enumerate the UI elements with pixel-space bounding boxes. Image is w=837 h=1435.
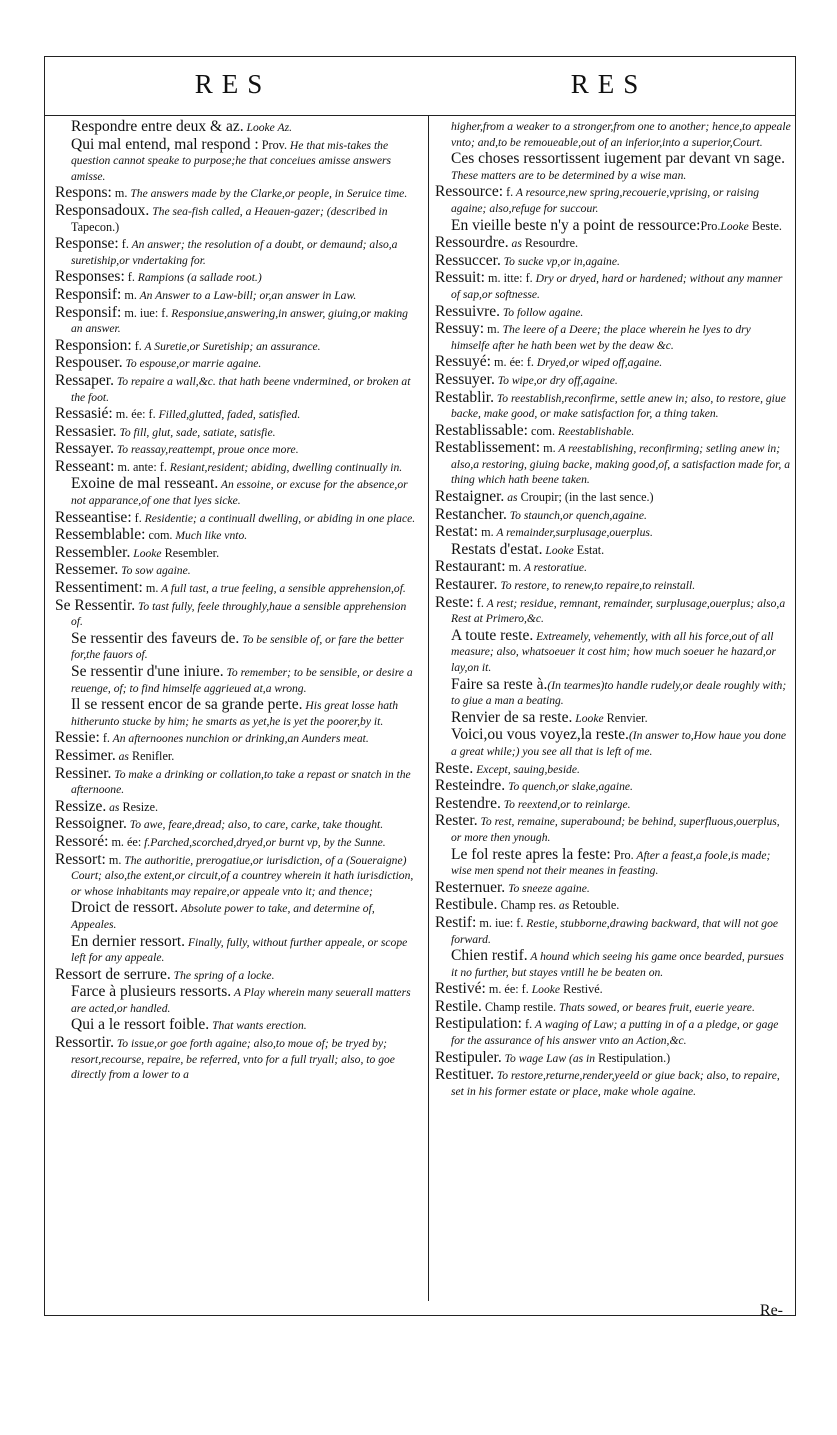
headword: Restivé: bbox=[435, 980, 486, 998]
dictionary-entry bbox=[435, 372, 791, 389]
definition: To restore,returne,render,yeeld or giue back; also, to repaire, set in his former estate or place, make whole againe. bbox=[451, 1069, 780, 1098]
dictionary-entry bbox=[435, 1016, 791, 1048]
dictionary-entry bbox=[55, 305, 421, 337]
headword: A toute reste. bbox=[451, 626, 534, 644]
headword: Ressuy: bbox=[435, 320, 485, 338]
dictionary-entry bbox=[435, 796, 791, 813]
definition: An afternoones nunchion or drinking,an Aunders meat. bbox=[109, 732, 369, 746]
headword: Ressource: bbox=[435, 183, 504, 201]
dictionary-entry bbox=[435, 628, 791, 676]
dictionary-entry bbox=[435, 542, 791, 559]
headword: Resternuer. bbox=[435, 878, 506, 896]
grammar-note: Champ res. bbox=[497, 898, 556, 913]
headword: Respons: bbox=[55, 184, 112, 202]
definition: Finally, fully, without further appeale, or scope left for any appeale. bbox=[71, 935, 408, 965]
running-head-right: RES bbox=[570, 69, 648, 99]
dictionary-entry bbox=[435, 218, 791, 235]
definition: Absolute power to take, and determine of, Appeales. bbox=[71, 902, 375, 931]
definition: A waging of Law; a putting in of a a pledge, or gage for the assurance of his answer vnto an Action,&c. bbox=[451, 1018, 779, 1048]
definition: These matters are to be determined by a wise man. bbox=[451, 168, 687, 182]
definition: That wants erection. bbox=[209, 1019, 307, 1033]
headword: Restaurant: bbox=[435, 558, 506, 576]
headword: Ressuyer. bbox=[435, 370, 495, 388]
headword: Farce à plusieurs ressorts. bbox=[71, 983, 232, 1001]
definition: To reestablish,reconfirme, settle anew in; also, to restore, giue backe, make good, or make satisfaction for, a thing taken. bbox=[451, 391, 786, 421]
definition: (In answer to,How haue you done a great while;) you see all that is left of me. bbox=[451, 729, 787, 758]
definition: Looke bbox=[720, 219, 749, 233]
definition: To wipe,or dry off,againe. bbox=[494, 373, 618, 387]
dictionary-page bbox=[44, 56, 796, 1319]
dictionary-entry bbox=[435, 981, 791, 998]
headword: Restibule. bbox=[435, 896, 498, 914]
definition: f.Parched,scorched,dryed,or burnt vp, by the Sunne. bbox=[141, 835, 386, 849]
dictionary-entry bbox=[435, 184, 791, 216]
dictionary-entry bbox=[435, 595, 791, 627]
definition: A restoratiue. bbox=[521, 561, 587, 575]
grammar-note: f. bbox=[124, 270, 135, 285]
headword: Ressuit: bbox=[435, 269, 485, 287]
grammar-note: f. bbox=[118, 237, 129, 252]
definition: Looke bbox=[542, 543, 574, 557]
grammar-note: m. iue: f. bbox=[476, 915, 524, 930]
definition: An answer; the resolution of a doubt, or demaund; also,a suretiship,or vndertaking for. bbox=[71, 238, 398, 267]
headword: Restipuler. bbox=[435, 1048, 502, 1066]
dictionary-entry bbox=[435, 235, 791, 252]
definition: The authoritie, prerogatiue,or iurisdiction, of a (Soueraigne) Court; also,the extent,or circuit,of a countrey wherein it hath iurisdiction, or whose inhabitants may repaire,or appeale vnto it; and thence; bbox=[71, 853, 414, 898]
dictionary-entry bbox=[55, 287, 421, 304]
definition: The leere of a Deere; the place wherein he lyes to dry himselfe after he hath been wet by the deaw &c. bbox=[451, 323, 751, 352]
grammar-note: f. bbox=[521, 1017, 533, 1032]
grammar-note: Estat. bbox=[573, 542, 605, 557]
headword: Respouser. bbox=[55, 354, 123, 372]
headword: Respondre entre deux & az. bbox=[71, 118, 244, 135]
dictionary-entry bbox=[435, 710, 791, 727]
headword: Ressort de serrure. bbox=[55, 965, 171, 983]
grammar-note: Renifler. bbox=[128, 748, 175, 763]
headword: Reste. bbox=[435, 759, 474, 777]
grammar-note: Champ restile. bbox=[481, 999, 557, 1014]
grammar-note: m. ante: f. bbox=[114, 459, 167, 474]
grammar-note: f. bbox=[131, 338, 142, 353]
definition: To reassay,reattempt, proue once more. bbox=[113, 443, 299, 457]
dictionary-entry bbox=[435, 1050, 791, 1067]
definition: Restie, stubborne,drawing backward, that will not goe forward. bbox=[451, 916, 779, 946]
headword: Ressasier. bbox=[55, 422, 117, 440]
headword: Ressie: bbox=[55, 729, 100, 747]
definition: To make a drinking or collation,to take a repast or snatch in the afternoone. bbox=[71, 767, 411, 797]
grammar-note: Renvier. bbox=[603, 710, 648, 725]
headword: Ressemblable: bbox=[55, 526, 146, 544]
definition: as bbox=[106, 800, 120, 814]
dictionary-entry bbox=[435, 304, 791, 321]
headword: Ces choses ressortissent iugement par devant vn sage. bbox=[451, 150, 786, 168]
grammar-note: m. ée: bbox=[108, 834, 142, 849]
dictionary-entry bbox=[435, 999, 791, 1016]
headword: Qui a le ressort foible. bbox=[71, 1016, 210, 1034]
headword: Qui mal entend, mal respond : bbox=[71, 135, 259, 153]
headword: Ressuccer. bbox=[435, 251, 501, 269]
grammar-note: Resize. bbox=[119, 799, 159, 814]
dictionary-entry bbox=[435, 1067, 791, 1099]
dictionary-entry bbox=[55, 766, 421, 798]
definition: To sneeze againe. bbox=[505, 881, 590, 895]
headword: Restipulation: bbox=[435, 1015, 522, 1033]
headword: Ressayer. bbox=[55, 440, 114, 458]
headword: Resseantise: bbox=[55, 508, 132, 526]
dictionary-entry bbox=[435, 354, 791, 371]
dictionary-entry bbox=[55, 185, 421, 202]
definition: A hound which seeing his game once bearded, pursues it no further, but stayes vntill he be beaten on. bbox=[451, 950, 784, 979]
definition: Dry or dryed, hard or hardened; without any manner of sap,or softnesse. bbox=[451, 272, 783, 301]
headword: Response: bbox=[55, 235, 119, 253]
headword: Resseant: bbox=[55, 457, 115, 475]
headword: Restats d'estat. bbox=[451, 540, 543, 558]
headword: Ressoigner. bbox=[55, 815, 127, 833]
headword: Reste: bbox=[435, 593, 474, 611]
dictionary-entry bbox=[55, 338, 421, 355]
headword: Voici,ou vous voyez,la reste. bbox=[451, 726, 629, 744]
definition: A resource,new spring,recouerie,vprising, or raising againe; also,refuge for succour. bbox=[451, 186, 760, 215]
definition: The spring of a locke. bbox=[170, 968, 275, 982]
definition: To tast fully, feele throughly,haue a sensible apprehension of. bbox=[71, 599, 407, 629]
dictionary-entry bbox=[55, 459, 421, 476]
definition: To remember; to be sensible, or desire a reuenge, of; to find himselfe aggrieued at,a wrong. bbox=[71, 666, 413, 695]
definition: higher,from a weaker to a stronger,from one to another; hence,to appeale vnto; and,to be remoueable,out of an inferior,into a superior,Court. bbox=[451, 120, 791, 149]
dictionary-entry bbox=[55, 934, 421, 966]
definition: A rest; residue, remnant, remainder, surplusage,ouerplus; also,a Rest at Primero,&c. bbox=[451, 596, 786, 626]
headword: Ressembler. bbox=[55, 543, 131, 561]
dictionary-entry bbox=[55, 476, 421, 508]
definition: A Play wherein many seuerall matters are acted,or handled. bbox=[71, 986, 411, 1015]
grammar-note: m. bbox=[505, 560, 522, 575]
right-column bbox=[435, 119, 791, 1100]
dictionary-entry bbox=[435, 727, 791, 759]
definition: An essoine, or excuse for the absence,or not apparance,of one that lyes sicke. bbox=[71, 478, 408, 508]
headword: Ressize. bbox=[55, 797, 107, 815]
dictionary-entry bbox=[435, 524, 791, 541]
headword: Responsadoux. bbox=[55, 201, 150, 219]
dictionary-entry bbox=[55, 510, 421, 527]
headword: Restablir. bbox=[435, 388, 494, 406]
definition: To be sensible of, or fare the better for,the fauors of. bbox=[71, 632, 404, 662]
grammar-note: Croupir; (in the last sence.) bbox=[517, 490, 654, 505]
running-head-left: RES bbox=[194, 69, 272, 99]
grammar-note: m. ée: f. bbox=[490, 355, 534, 370]
dictionary-entry bbox=[435, 321, 791, 353]
definition: A full tast, a true feeling, a sensible apprehension,of. bbox=[158, 582, 406, 596]
headword: Restancher. bbox=[435, 505, 507, 523]
definition: Much like vnto. bbox=[172, 529, 248, 543]
dictionary-entry bbox=[435, 915, 791, 947]
definition: Looke bbox=[130, 546, 162, 560]
definition: To sucke vp,or in,againe. bbox=[500, 254, 620, 268]
definition: Responsiue,answering,in answer, giuing,or making an answer. bbox=[71, 306, 408, 336]
dictionary-entry bbox=[435, 151, 791, 183]
definition: as bbox=[556, 899, 570, 913]
dictionary-entry bbox=[55, 799, 421, 816]
dictionary-entry bbox=[55, 816, 421, 833]
definition: The sea-fish called, a Heauen-gazer; (described in bbox=[149, 204, 388, 218]
dictionary-entry bbox=[55, 967, 421, 984]
headword: Restile. bbox=[435, 997, 482, 1015]
definition: The answers made by the Clarke,or people, in Seruice time. bbox=[127, 187, 408, 201]
dictionary-entry bbox=[435, 390, 791, 422]
definition: as bbox=[508, 237, 522, 251]
headword: Chien restif. bbox=[451, 947, 528, 965]
grammar-note: m. bbox=[121, 287, 137, 302]
dictionary-entry bbox=[55, 748, 421, 765]
grammar-note: m. bbox=[142, 581, 159, 596]
grammar-note: Pro. bbox=[610, 847, 634, 862]
definition: To issue,or goe forth againe; also,to moue of; be tryed by; resort,recourse, repaire, be referred, vnto for a full tryall; also, to goe directly from a lower to a bbox=[71, 1037, 395, 1082]
grammar-note: m. bbox=[540, 441, 556, 456]
definition: as bbox=[504, 491, 518, 505]
definition: To awe, feare,dread; also, to care, carke, take thought. bbox=[126, 818, 384, 832]
headword: Ressoré: bbox=[55, 832, 109, 850]
dictionary-entry bbox=[55, 1017, 421, 1034]
dictionary-entry bbox=[55, 598, 421, 630]
definition: To quench,or slake,againe. bbox=[505, 780, 633, 794]
headword: Ressiner. bbox=[55, 764, 112, 782]
grammar-note: m. bbox=[484, 322, 500, 337]
grammar-note: f. bbox=[99, 731, 110, 746]
definition: (In tearmes)to handle rudely,or deale roughly with; to giue a man a beating. bbox=[451, 678, 787, 708]
dictionary-entry bbox=[55, 137, 421, 185]
dictionary-entry bbox=[55, 984, 421, 1016]
headword: Resteindre. bbox=[435, 777, 506, 795]
dictionary-entry bbox=[435, 677, 791, 709]
headword: Restablissable: bbox=[435, 421, 528, 439]
dictionary-entry bbox=[55, 545, 421, 562]
definition: To espouse,or marrie againe. bbox=[122, 357, 262, 371]
grammar-note: Resourdre. bbox=[521, 236, 579, 251]
dictionary-entry bbox=[55, 562, 421, 579]
left-column bbox=[55, 119, 421, 1084]
headword: Droict de ressort. bbox=[71, 899, 179, 917]
headword: En vieille beste n'y a point de ressource: bbox=[451, 216, 701, 234]
dictionary-entry bbox=[435, 847, 791, 879]
dictionary-entry bbox=[435, 761, 791, 778]
grammar-note: m. itte: f. bbox=[484, 271, 533, 286]
definition: To reextend,or to reinlarge. bbox=[500, 797, 631, 811]
headword: Responses: bbox=[55, 268, 125, 286]
headword: Restablissement: bbox=[435, 439, 541, 457]
grammar-note: m. ée: f. bbox=[112, 407, 156, 422]
definition: His great losse hath hitherunto stucke by him; he smarts as yet,he is yet the poorer,by it. bbox=[71, 699, 399, 728]
dictionary-entry bbox=[55, 697, 421, 729]
headword: Renvier de sa reste. bbox=[451, 708, 573, 726]
definition: To staunch,or quench,againe. bbox=[506, 508, 647, 522]
headword: Ressuivre. bbox=[435, 302, 501, 320]
definition: After a feast,a foole,is made; wise men spend not their meanes in feasting. bbox=[451, 848, 771, 878]
headword: Rester. bbox=[435, 812, 478, 830]
definition: A reestablishing, reconfirming; setling anew in; also,a restoring, giuing backe, making good,of, a satisfaction made for, a thing which hath beene taken. bbox=[451, 442, 790, 487]
dictionary-entry bbox=[435, 507, 791, 524]
header-rule bbox=[45, 115, 795, 116]
definition: Extreamely, vehemently, with all his force,out of all measure; also, whatsoeuer it cost him; how much soeuer he hazard,or lay,on it. bbox=[451, 629, 777, 674]
definition: Filled,glutted, faded, satisfied. bbox=[155, 408, 301, 422]
grammar-note: Prov. bbox=[258, 137, 288, 152]
headword: Ressourdre. bbox=[435, 234, 509, 252]
grammar-note: f. bbox=[473, 595, 484, 610]
grammar-note: m. bbox=[105, 852, 122, 867]
headword: Responsion: bbox=[55, 336, 132, 354]
definition: Resiant,resident; abiding, dwelling continually in. bbox=[166, 460, 403, 474]
definition: He that mis-takes the question cannot speake to purpose;he that conceiues amisse answers amisse. bbox=[71, 138, 392, 183]
headword: Restif: bbox=[435, 913, 477, 931]
grammar-note: f. bbox=[131, 510, 142, 525]
definition: To fill, glut, sade, satiate, satisfie. bbox=[116, 425, 276, 439]
definition: Looke bbox=[572, 711, 604, 725]
grammar-note: m. bbox=[111, 186, 128, 201]
dictionary-entry bbox=[435, 778, 791, 795]
grammar-note: m. iue: f. bbox=[121, 305, 169, 320]
headword: Ressimer. bbox=[55, 746, 116, 764]
dictionary-entry bbox=[435, 119, 791, 150]
dictionary-entry bbox=[55, 424, 421, 441]
dictionary-entry bbox=[55, 406, 421, 423]
definition: Looke bbox=[528, 983, 561, 997]
dictionary-entry bbox=[55, 900, 421, 932]
dictionary-entry bbox=[55, 236, 421, 268]
definition: To wage Law (as in bbox=[501, 1051, 596, 1065]
headword: Le fol reste apres la feste: bbox=[451, 845, 611, 863]
headword: Ressemer. bbox=[55, 561, 119, 579]
dictionary-entry bbox=[55, 730, 421, 747]
headword: Restendre. bbox=[435, 794, 501, 812]
definition: An Answer to a Law-bill; or,an answer in Law. bbox=[136, 288, 357, 302]
dictionary-entry bbox=[55, 664, 421, 696]
headword: Se ressentir des faveurs de. bbox=[71, 629, 240, 647]
headword: Se ressentir d'une iniure. bbox=[71, 663, 224, 680]
headword: Restaurer. bbox=[435, 576, 498, 594]
grammar-note: m. bbox=[478, 525, 494, 540]
definition: A Suretie,or Suretiship; an assurance. bbox=[141, 339, 321, 353]
grammar-note: m. ée: f. bbox=[485, 982, 529, 997]
dictionary-entry bbox=[55, 631, 421, 663]
headword: Responsif: bbox=[55, 303, 122, 321]
headword: Il se ressent encor de sa grande perte. bbox=[71, 696, 303, 714]
headword: Ressortir. bbox=[55, 1034, 114, 1052]
dictionary-entry bbox=[435, 559, 791, 576]
dictionary-entry bbox=[435, 440, 791, 488]
dictionary-entry bbox=[55, 119, 421, 136]
definition: To sow againe. bbox=[118, 564, 191, 578]
dictionary-entry bbox=[55, 527, 421, 544]
dictionary-entry bbox=[435, 948, 791, 980]
headword: En dernier ressort. bbox=[71, 932, 186, 950]
grammar-note: Tapecon.) bbox=[71, 219, 120, 234]
grammar-note: Restivé. bbox=[560, 982, 603, 997]
grammar-note: Pro. bbox=[700, 218, 721, 233]
catchword: Re- bbox=[759, 1302, 783, 1319]
headword: Ressort: bbox=[55, 850, 106, 868]
dictionary-entry bbox=[435, 270, 791, 302]
grammar-note: Resembler. bbox=[161, 545, 220, 560]
definition: To restore, to renew,to repaire,to reinstall. bbox=[497, 579, 696, 593]
headword: Faire sa reste à. bbox=[451, 675, 548, 693]
dictionary-entry bbox=[55, 373, 421, 405]
headword: Responsif: bbox=[55, 285, 122, 303]
definition: To repaire a wall,&c. that hath beene vndermined, or broken at the foot. bbox=[71, 374, 411, 404]
definition: A remainder,surplusage,ouerplus. bbox=[493, 526, 653, 540]
grammar-note: Beste. bbox=[748, 218, 782, 233]
column-divider bbox=[428, 116, 429, 1301]
dictionary-entry bbox=[435, 897, 791, 914]
dictionary-entry bbox=[55, 355, 421, 372]
definition: Except, sauing,beside. bbox=[473, 762, 580, 776]
headword: Ressaper. bbox=[55, 371, 114, 389]
definition: To rest, remaine, superabound; be behind, superfluous,ouerplus, or more then ynough. bbox=[451, 815, 780, 844]
grammar-note: com. bbox=[528, 423, 556, 438]
dictionary-entry bbox=[55, 852, 421, 900]
grammar-note: com. bbox=[145, 528, 173, 543]
headword: Restat: bbox=[435, 523, 479, 541]
headword: Restituer. bbox=[435, 1066, 494, 1084]
definition: To follow againe. bbox=[500, 305, 584, 319]
grammar-note: Retouble. bbox=[569, 898, 620, 913]
dictionary-entry bbox=[435, 813, 791, 845]
headword: Restaigner. bbox=[435, 488, 505, 506]
dictionary-entry bbox=[55, 269, 421, 286]
definition: Thats sowed, or beares fruit, euerie yeare. bbox=[556, 1000, 755, 1014]
dictionary-entry bbox=[55, 580, 421, 597]
headword: Ressentiment: bbox=[55, 579, 143, 597]
dictionary-entry bbox=[435, 880, 791, 897]
definition: Dryed,or wiped off,againe. bbox=[533, 356, 663, 370]
definition: as bbox=[115, 749, 129, 763]
dictionary-entry bbox=[55, 441, 421, 458]
definition: Residentie; a continuall dwelling, or abiding in one place. bbox=[141, 511, 416, 525]
dictionary-entry bbox=[435, 489, 791, 506]
grammar-note: f. bbox=[503, 185, 514, 200]
headword: Se Ressentir. bbox=[55, 596, 136, 614]
headword: Exoine de mal resseant. bbox=[71, 475, 219, 493]
dictionary-entry bbox=[55, 1035, 421, 1083]
dictionary-entry bbox=[435, 253, 791, 270]
definition: Rampions (a sallade root.) bbox=[134, 271, 262, 285]
dictionary-entry bbox=[55, 203, 421, 235]
definition: Looke Az. bbox=[243, 121, 293, 134]
dictionary-entry bbox=[435, 577, 791, 594]
headword: Ressuyé: bbox=[435, 353, 491, 371]
dictionary-entry bbox=[435, 423, 791, 440]
headword: Ressasié: bbox=[55, 405, 113, 423]
grammar-note: Restipulation.) bbox=[595, 1050, 671, 1065]
definition: Reestablishable. bbox=[555, 424, 635, 438]
dictionary-entry bbox=[55, 834, 421, 851]
